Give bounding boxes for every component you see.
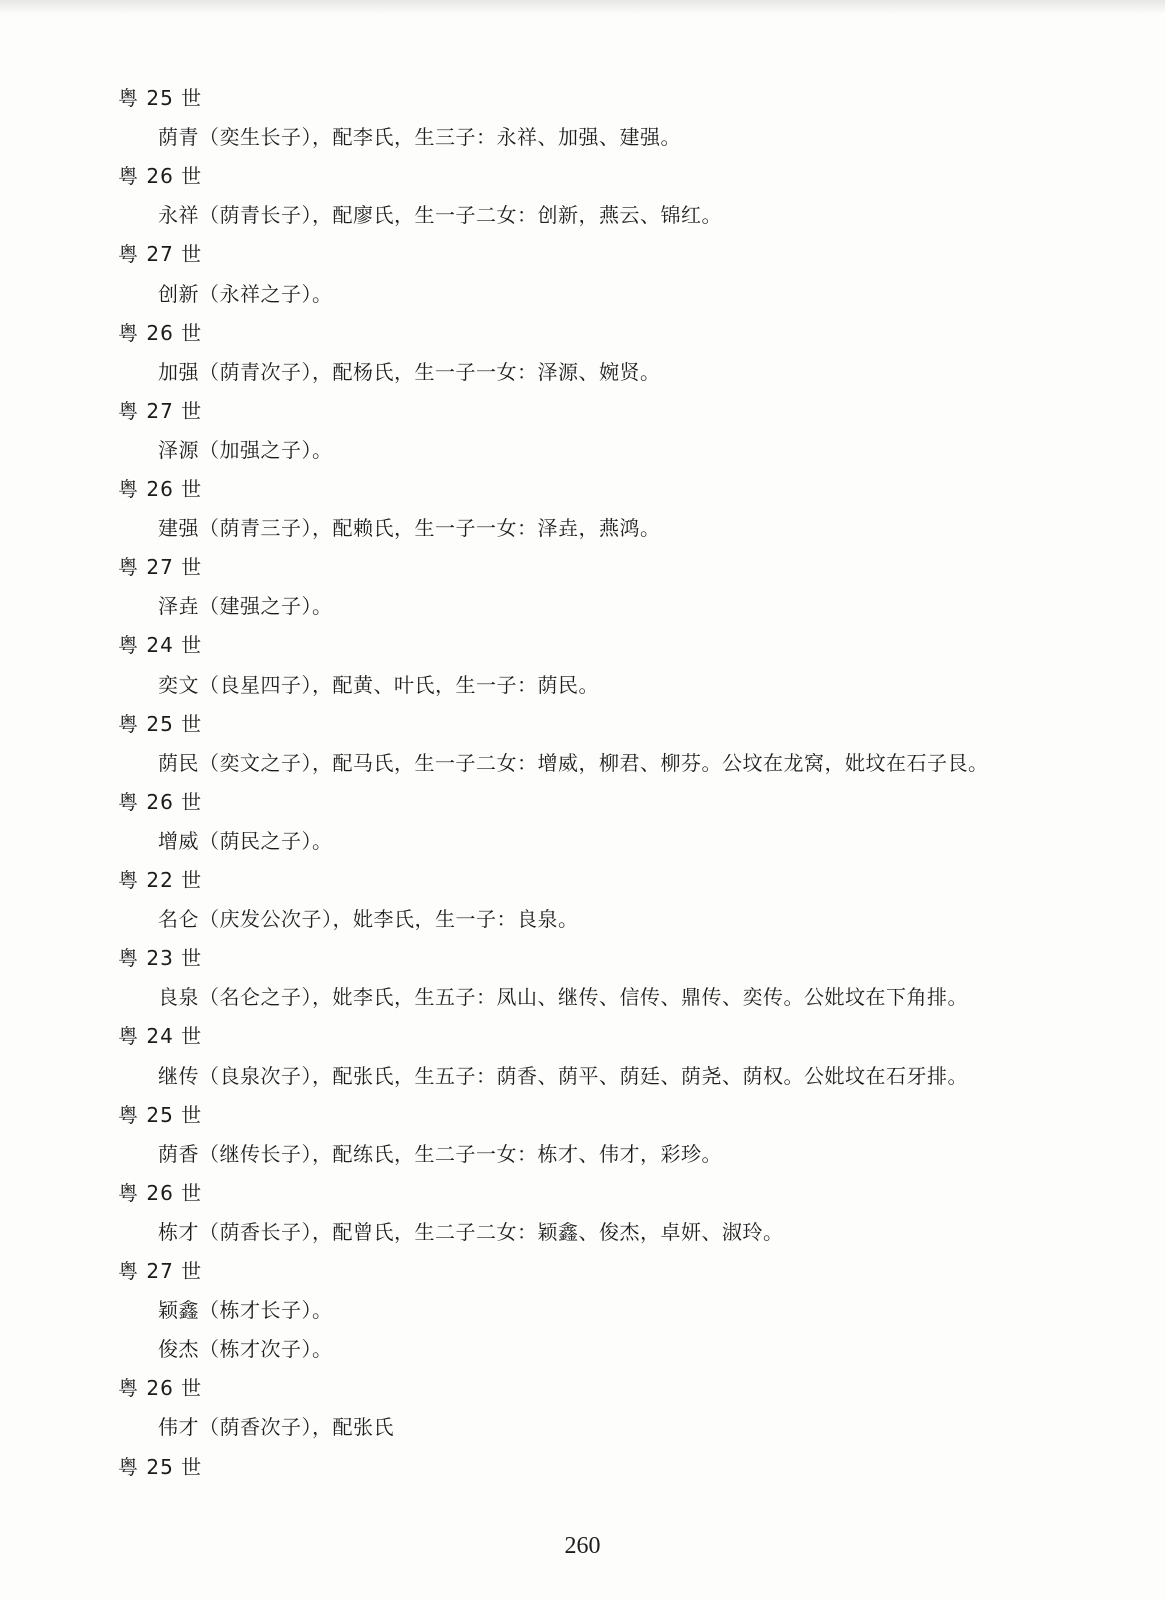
genealogy-entry: 泽垚（建强之子）。 [158,594,333,618]
genealogy-entry: 永祥（荫青长子），配廖氏，生一子二女：创新，燕云、锦红。 [158,203,722,227]
genealogy-entry: 颖鑫（栋才长子）。 [158,1298,333,1322]
generation-heading: 粤 22 世 [118,868,203,892]
generation-heading: 粤 26 世 [118,477,203,501]
generation-heading: 粤 24 世 [118,1024,203,1048]
generation-heading: 粤 25 世 [118,1455,203,1479]
generation-heading: 粤 25 世 [118,712,203,736]
generation-heading: 粤 27 世 [118,399,203,423]
genealogy-entry: 加强（荫青次子），配杨氏，生一子一女：泽源、婉贤。 [158,360,661,384]
genealogy-entry: 增威（荫民之子）。 [158,829,333,853]
generation-heading: 粤 26 世 [118,1181,203,1205]
genealogy-entry: 继传（良泉次子），配张氏，生五子：荫香、荫平、荫廷、荫尧、荫权。公妣坟在石牙排。 [158,1064,968,1088]
genealogy-entry: 俊杰（栋才次子）。 [158,1337,333,1361]
genealogy-entry: 泽源（加强之子）。 [158,438,333,462]
generation-heading: 粤 27 世 [118,1259,203,1283]
page-number: 260 [564,1533,601,1559]
generation-heading: 粤 26 世 [118,164,203,188]
genealogy-entry: 创新（永祥之子）。 [158,282,333,306]
generation-heading: 粤 27 世 [118,242,203,266]
genealogy-entry: 荫青（奕生长子），配李氏，生三子：永祥、加强、建强。 [158,125,681,149]
genealogy-entry: 栋才（荫香长子），配曾氏，生二子二女：颖鑫、俊杰，卓妍、淑玲。 [158,1220,784,1244]
genealogy-entry: 荫民（奕文之子），配马氏，生一子二女：增威，柳君、柳芬。公坟在龙窝，妣坟在石子艮。 [158,751,989,775]
generation-heading: 粤 26 世 [118,790,203,814]
generation-heading: 粤 25 世 [118,1103,203,1127]
generation-heading: 粤 23 世 [118,946,203,970]
generation-heading: 粤 26 世 [118,1376,203,1400]
generation-heading: 粤 24 世 [118,633,203,657]
genealogy-entry: 奕文（良星四子），配黄、叶氏，生一子：荫民。 [158,673,599,697]
scan-edge-shadow [0,0,1165,14]
generation-heading: 粤 27 世 [118,555,203,579]
generation-heading: 粤 25 世 [118,86,203,110]
generation-heading: 粤 26 世 [118,321,203,345]
genealogy-entry: 良泉（名仑之子），妣李氏，生五子：凤山、继传、信传、鼎传、奕传。公妣坟在下角排。 [158,985,968,1009]
genealogy-entry: 荫香（继传长子），配练氏，生二子一女：栋才、伟才，彩珍。 [158,1142,722,1166]
genealogy-entry: 伟才（荫香次子），配张氏 [158,1415,394,1439]
genealogy-entry: 建强（荫青三子），配赖氏，生一子一女：泽垚，燕鸿。 [158,516,661,540]
genealogy-entry: 名仑（庆发公次子），妣李氏，生一子：良泉。 [158,907,579,931]
